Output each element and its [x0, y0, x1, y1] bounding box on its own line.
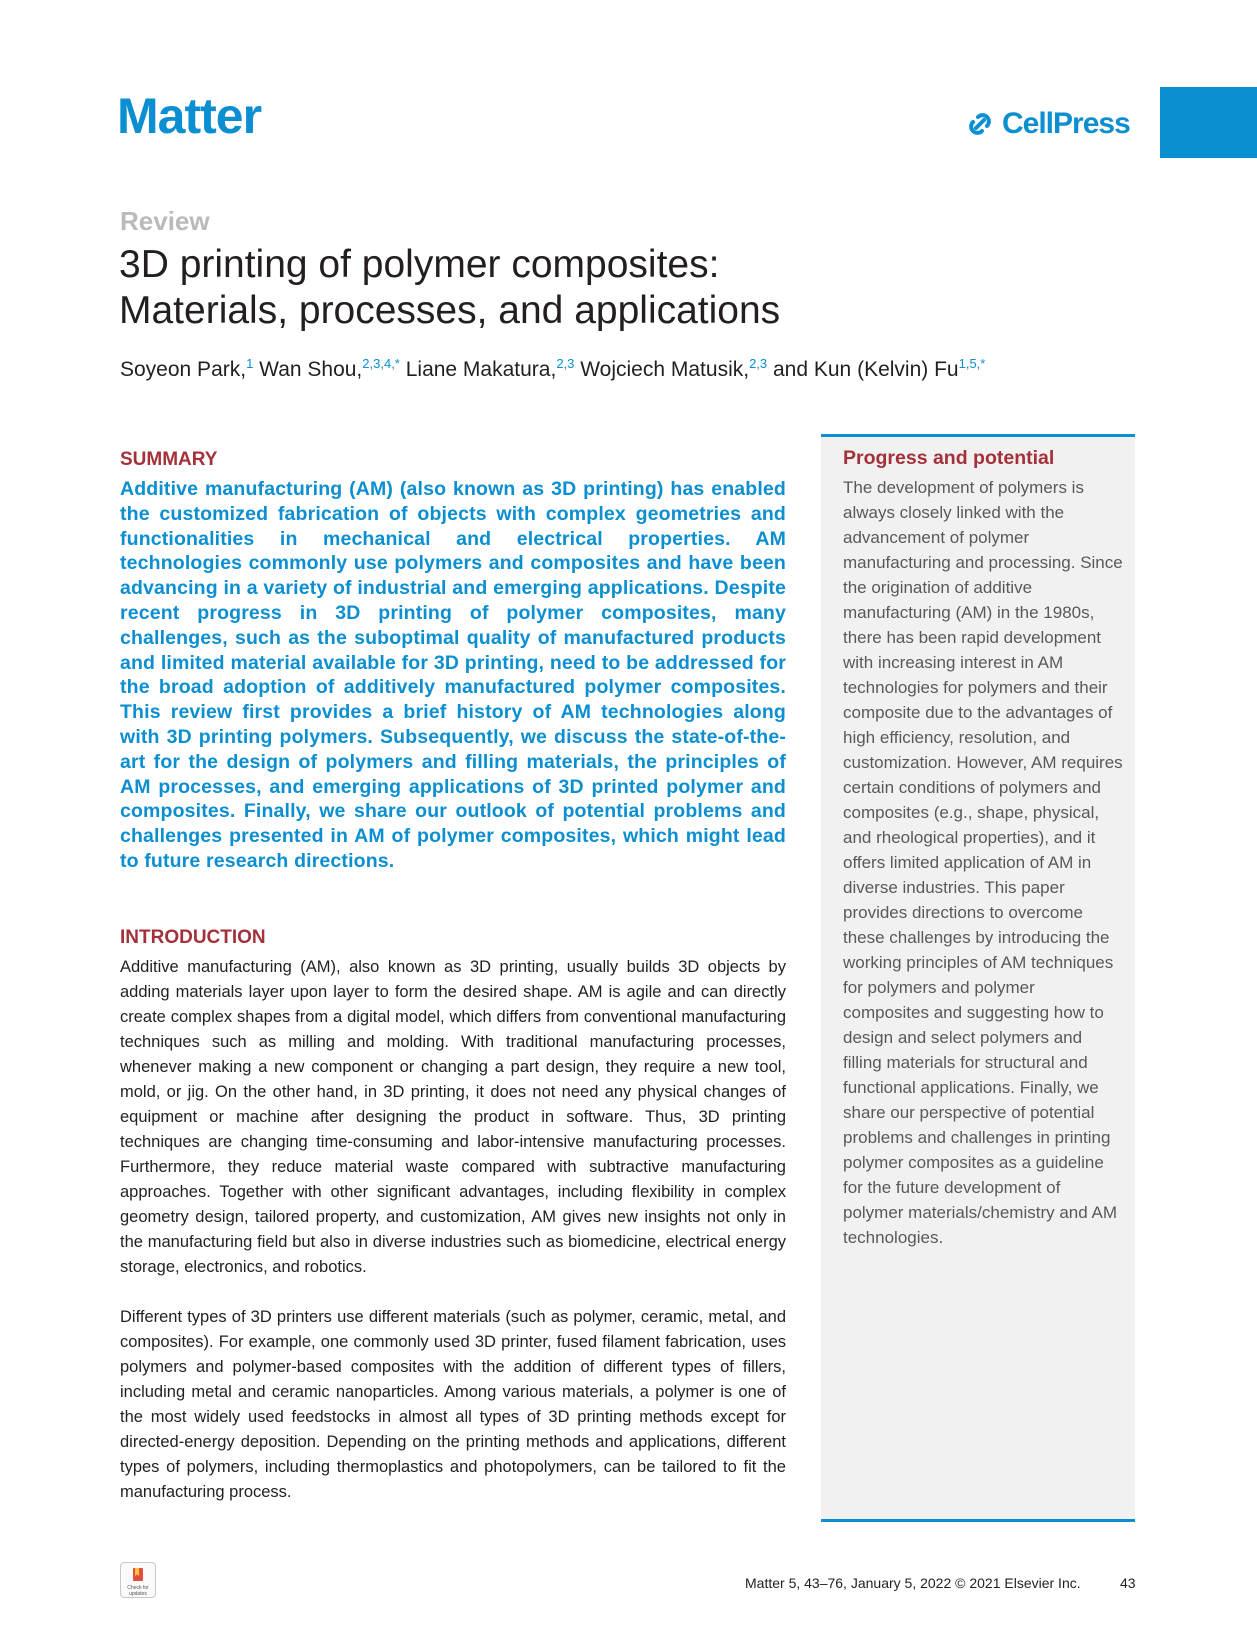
author-affiliation[interactable]: 1,5,*	[958, 356, 986, 371]
journal-logo[interactable]: Matter	[117, 88, 262, 144]
author-affiliation[interactable]: 1	[246, 356, 254, 371]
summary-section	[120, 448, 786, 874]
introduction-paragraph-1: Additive manufacturing (AM), also known as 3D printing, usually builds 3D objects by adding materials layer upon layer to form the desired shape. AM is agile and can directly create complex shapes from a digital model, which differs from conventional manufacturing techniques such as milling and molding. With traditional manufacturing processes, whenever making a new component or changing a part design, they require a new tool, mold, or jig. On the other hand, in 3D printing, it does not need any physical changes of equipment or machine after designing the product in software. Thus, 3D printing techniques are changing time-consuming and labor-intensive manufacturing processes. Furthermore, they reduce material waste compared with subtractive manufacturing approaches. Together with other significant advantages, including flexibility in complex geometry design, tailored property, and customization, AM gives new insights not only in the manufacturing field but also in diverse industries such as biomedicine, electrical energy storage, electronics, and robotics.	[120, 958, 786, 1276]
author-list	[120, 356, 1120, 384]
author-name[interactable]: Wojciech Matusik,	[580, 358, 750, 381]
introduction-paragraph-2: Different types of 3D printers use different materials (such as polymer, ceramic, metal, and composites). For example, one commonly used 3D printer, fused filament fabrication, uses polymers and polymer-based composites with the addition of different types of fillers, including metal and ceramic nanoparticles. Among various materials, a polymer is one of the most widely used feedstocks in almost all types of 3D printing methods except for directed-energy deposition. Depending on the printing methods and applications, different types of polymers, including thermoplastics and photopolymers, can be tailored to fit the manufacturing process.	[120, 1308, 786, 1501]
author-affiliation[interactable]: 2,3	[749, 356, 768, 371]
corner-color-tab	[1160, 87, 1257, 158]
title-line-2: Materials, processes, and applications	[119, 289, 781, 332]
author-affiliation[interactable]: 2,3	[556, 356, 575, 371]
article-type: Review	[120, 206, 210, 236]
article-title	[119, 242, 1019, 334]
publisher-logo[interactable]	[964, 104, 1130, 144]
badge-label: Check for updates	[127, 1585, 149, 1597]
check-for-updates-badge[interactable]	[120, 1562, 156, 1598]
introduction-heading: INTRODUCTION	[120, 927, 266, 948]
summary-text: Additive manufacturing (AM) (also known as 3D printing) has enabled the customized fabrication of objects with complex geometries and functionalities in mechanical and electrical properties. AM technologies commonly use polymers and composites and have been advancing in a variety of industrial and emerging applications. Despite recent progress in 3D printing of polymer composites, many challenges, such as the suboptimal quality of manufactured products and limited material available for 3D printing, need to be addressed for the broad adoption of additively manufactured polymer composites. This review first provides a brief history of AM technologies along with 3D printing polymers. Subsequently, we discuss the state-of-the-art for the design of polymers and filling materials, the principles of AM processes, and emerging applications of 3D printed polymer and composites. Finally, we share our outlook of potential problems and challenges presented in AM of polymer composites, which might lead to future research directions.	[120, 478, 786, 872]
page-number: 43	[1120, 1575, 1136, 1591]
author-name[interactable]: and Kun (Kelvin) Fu	[773, 358, 959, 381]
title-line-1: 3D printing of polymer composites:	[119, 243, 720, 286]
cellpress-icon	[964, 108, 996, 140]
author-name[interactable]: Wan Shou,	[259, 358, 363, 381]
introduction-section	[120, 926, 786, 1505]
citation-footer: Matter 5, 43–76, January 5, 2022 © 2021 Elsevier Inc.	[745, 1575, 1081, 1591]
author-name[interactable]: Liane Makatura,	[405, 358, 557, 381]
bookmark-icon	[131, 1567, 145, 1583]
sidebar-heading: Progress and potential	[843, 447, 1055, 469]
summary-heading: SUMMARY	[120, 449, 218, 470]
sidebar-text: The development of polymers is always closely linked with the advancement of polymer manufacturing and processing. Since the origination of additive manufacturing (AM) in the 1980s, there has been rapid development with increasing interest in AM technologies for polymers and their composite due to the advantages of high efficiency, resolution, and customization. However, AM requires certain conditions of polymers and composites (e.g., shape, physical, and rheological properties), and it offers limited application of AM in diverse industries. This paper provides directions to overcome these challenges by introducing the working principles of AM techniques for polymers and polymer composites and suggesting how to design and select polymers and filling materials for structural and functional applications. Finally, we share our perspective of potential problems and challenges in printing polymer composites as a guideline for the future development of polymer materials/chemistry and AM technologies.	[843, 478, 1123, 1247]
publisher-name: CellPress	[1002, 107, 1130, 140]
author-name[interactable]: Soyeon Park,	[120, 358, 247, 381]
author-affiliation[interactable]: 2,3,4,*	[362, 356, 400, 371]
